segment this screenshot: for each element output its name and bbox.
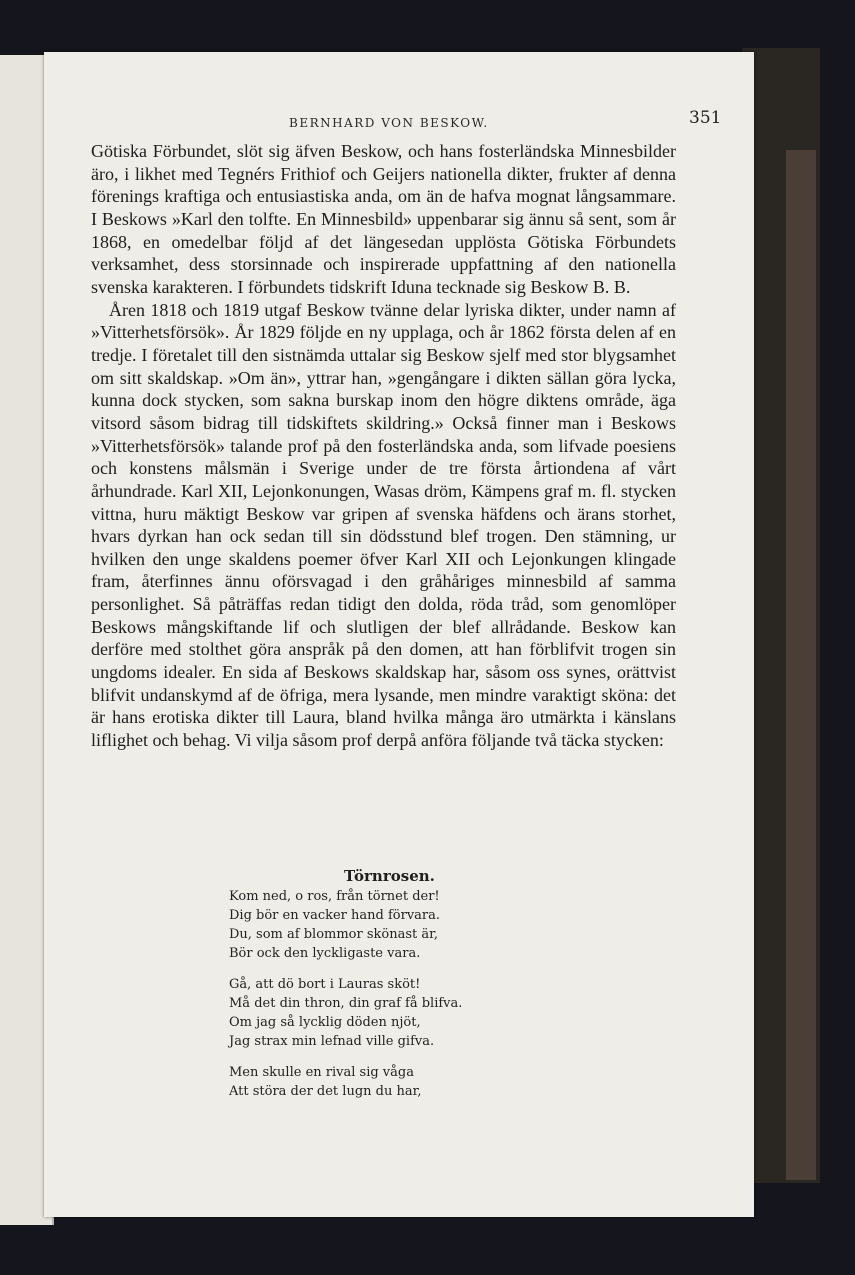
poem-stanza — [229, 975, 462, 1051]
poem-line: Må det din thron, din graf få blifva. — [229, 996, 463, 1011]
poem-line: Dig bör en vacker hand förvara. — [229, 908, 441, 923]
running-head: BERNHARD VON BESKOW. — [289, 116, 489, 130]
page-number: 351 — [689, 108, 722, 128]
poem-stanza — [229, 1063, 462, 1101]
poem-line: Du, som af blommor skönast är, — [229, 927, 439, 942]
cover-edge — [786, 150, 816, 1180]
poem-stanza — [229, 887, 462, 963]
poem-line: Gå, att dö bort i Lauras sköt! — [229, 977, 421, 992]
book-page — [44, 52, 754, 1217]
poem-line: Att störa der det lugn du har, — [229, 1084, 422, 1099]
poem-line: Om jag så lycklig döden njöt, — [229, 1015, 421, 1030]
poem-line: Men skulle en rival sig våga — [229, 1065, 414, 1080]
poem-line: Kom ned, o ros, från törnet der! — [229, 889, 440, 904]
paragraph: Åren 1818 och 1819 utgaf Beskow tvänne delar lyriska dikter, under namn af »Vitterhetsförsök». År 1829 följde en ny upplaga, och år 1862 första delen af en tredje. I företalet till den sistnämda uttalar sig Beskow sjelf med stor blygsamhet om sitt skaldskap. »Om än», yttrar han, »gengångare i dikten sällan göra lycka, kunna dock stycken, som sakna burskap inom den högre diktens område, äga vitsord såsom bidrag till tidskiftets skildring.» Också finner man i Beskows »Vitterhetsförsök» talande prof på den fosterländska anda, som lifvade poesiens och konstens målsmän i Sverige under de tre första årtiondena af vårt århundrade. Karl XII, Lejonkonungen, Wasas dröm, Kämpens graf m. fl. stycken vittna, huru mäktigt Beskow var gripen af svenska häfdens och ärans storhet, hvars dyrkan han ock sedan till sin dödsstund blef trogen. Den stämning, ur hvilken den unge skaldens poemer öfver Karl XII och Lejonkungen klingade fram, återfinnes ännu oförsvagad i den gråhåriges minnesbild af samma personlighet. Så påträffas redan tidigt den dolda, röda tråd, som genomlöper Beskows mångskiftande lif och slutligen der blef allrådande. Beskow kan derföre med stolthet göra anspråk på den domen, att han förblifvit trogen sin ungdoms idealer. En sida af Beskows skaldskap har, såsom oss synes, orättvist blifvit undanskymd af de öfriga, mera lysande, men mindre varaktigt sköna: det är hans erotiska dikter till Laura, bland hvilka många äro utmärkta i känslans liflighet och behag. Vi vilja såsom prof derpå anföra följande två täcka stycken: — [91, 299, 676, 751]
poem-line: Jag strax min lefnad ville gifva. — [229, 1034, 435, 1049]
body-text — [91, 140, 676, 752]
poem — [229, 887, 462, 1113]
poem-line: Bör ock den lyckligaste vara. — [229, 946, 421, 961]
poem-title: Törnrosen. — [344, 867, 435, 885]
paragraph: Götiska Förbundet, slöt sig äfven Beskow, och hans fosterländska Minnesbilder äro, i likhet med Tegnérs Frithiof och Geijers nationella dikter, frukter af denna förenings kraftiga och entusiastiska anda, om än de hafva mognat långsammare. I Beskows »Karl den tolfte. En Minnesbild» uppenbarar sig ännu så sent, som år 1868, en omedelbar följd af det längesedan upplösta Götiska Förbundets verksamhet, dess storsinnade och inspirerade uppfattning af den nationella svenska karakteren. I förbundets tidskrift Iduna tecknade sig Beskow B. B. — [91, 141, 676, 297]
